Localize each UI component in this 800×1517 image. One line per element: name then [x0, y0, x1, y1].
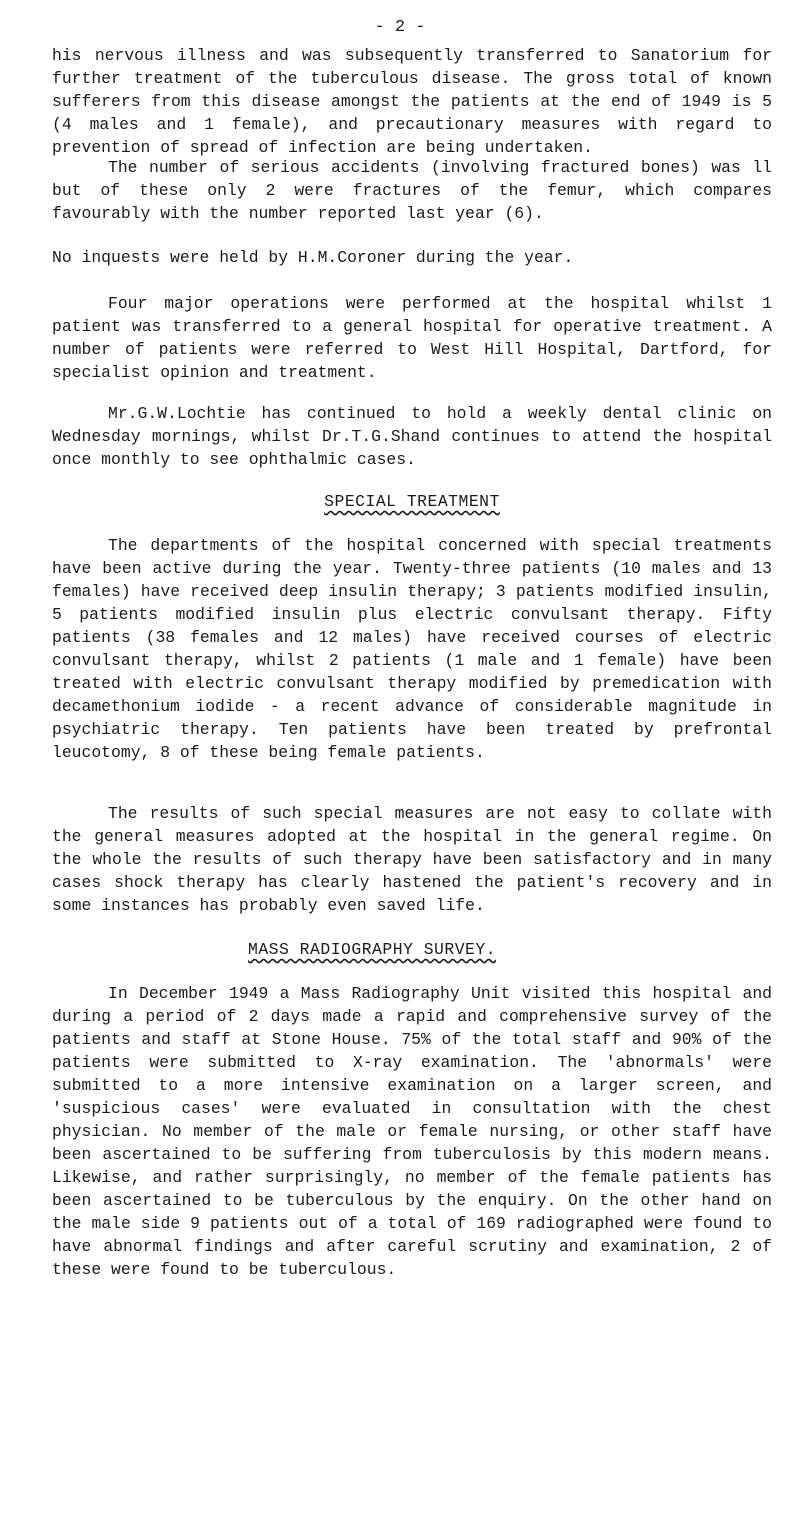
- paragraph-operations: Four major operations were performed at the hospital whilst 1 patient was transferred to a general hospital for operative treatment. A number of patients were referred to West Hill Hospital, Dartford, for specialist opinion and treatment.: [52, 294, 772, 382]
- paragraph-results: The results of such special measures are not easy to collate with the general measures adopted at the hospital in the general regime. On the whole the results of such therapy have been satisfactory and in many cases shock therapy has clearly hastened the patient's recovery and in some instances has probably even saved life.: [52, 804, 772, 915]
- heading-special-treatment: SPECIAL TREATMENT: [324, 492, 500, 511]
- paragraph-accidents: The number of serious accidents (involving fractured bones) was ll but of these only 2 were fractures of the femur, which compares favourably with the number reported last year (6).: [52, 158, 772, 223]
- heading-mass-radiography: MASS RADIOGRAPHY SURVEY.: [248, 940, 497, 959]
- paragraph-inquests: No inquests were held by H.M.Coroner during the year.: [52, 248, 574, 267]
- paragraph-dental-clinic: Mr.G.W.Lochtie has continued to hold a weekly dental clinic on Wednesday mornings, whilst Dr.T.G.Shand continues to attend the hospital once monthly to see ophthalmic cases.: [52, 404, 772, 469]
- page-number: - 2 -: [374, 18, 426, 37]
- paragraph-tuberculosis: his nervous illness and was subsequently transferred to Sanatorium for further treatment of the tuberculous disease. The gross total of known sufferers from this disease amongst the patients at the end of 1949 is 5 (4 males and 1 female), and precautionary measures with regard to prevention of spread of infection are being undertaken.: [52, 46, 772, 157]
- paragraph-mass-radiography: In December 1949 a Mass Radiography Unit visited this hospital and during a period of 2 days made a rapid and comprehensive survey of the patients and staff at Stone House. 75% of the total staff and 90% of the patients were submitted to X-ray examination. The 'abnormals' were submitted to a more intensive examination on a larger screen, and 'suspicious cases' were evaluated in consultation with the chest physician. No member of the male or female nursing, or other staff have been ascertained to be suffering from tuberculosis by this modern means. Likewise, and rather surprisingly, no member of the female patients has been ascertained to be tuberculous by the enquiry. On the other hand on the male side 9 patients out of a total of 169 radiographed were found to have abnormal findings and after careful scrutiny and examination, 2 of these were found to be tuberculous.: [52, 984, 772, 1279]
- paragraph-special-treatment: The departments of the hospital concerned with special treatments have been active during the year. Twenty-three patients (10 males and 13 females) have received deep insulin therapy; 3 patients modified insulin, 5 patients modified insulin plus electric convulsant therapy. Fifty patients (38 females and 12 males) have received courses of electric convulsant therapy, whilst 2 patients (1 male and 1 female) have been treated with electric convulsant therapy modified by premedication with decamethonium iodide - a recent advance of considerable magnitude in psychiatric therapy. Ten patients have been treated by prefrontal leucotomy, 8 of these being female patients.: [52, 536, 772, 762]
